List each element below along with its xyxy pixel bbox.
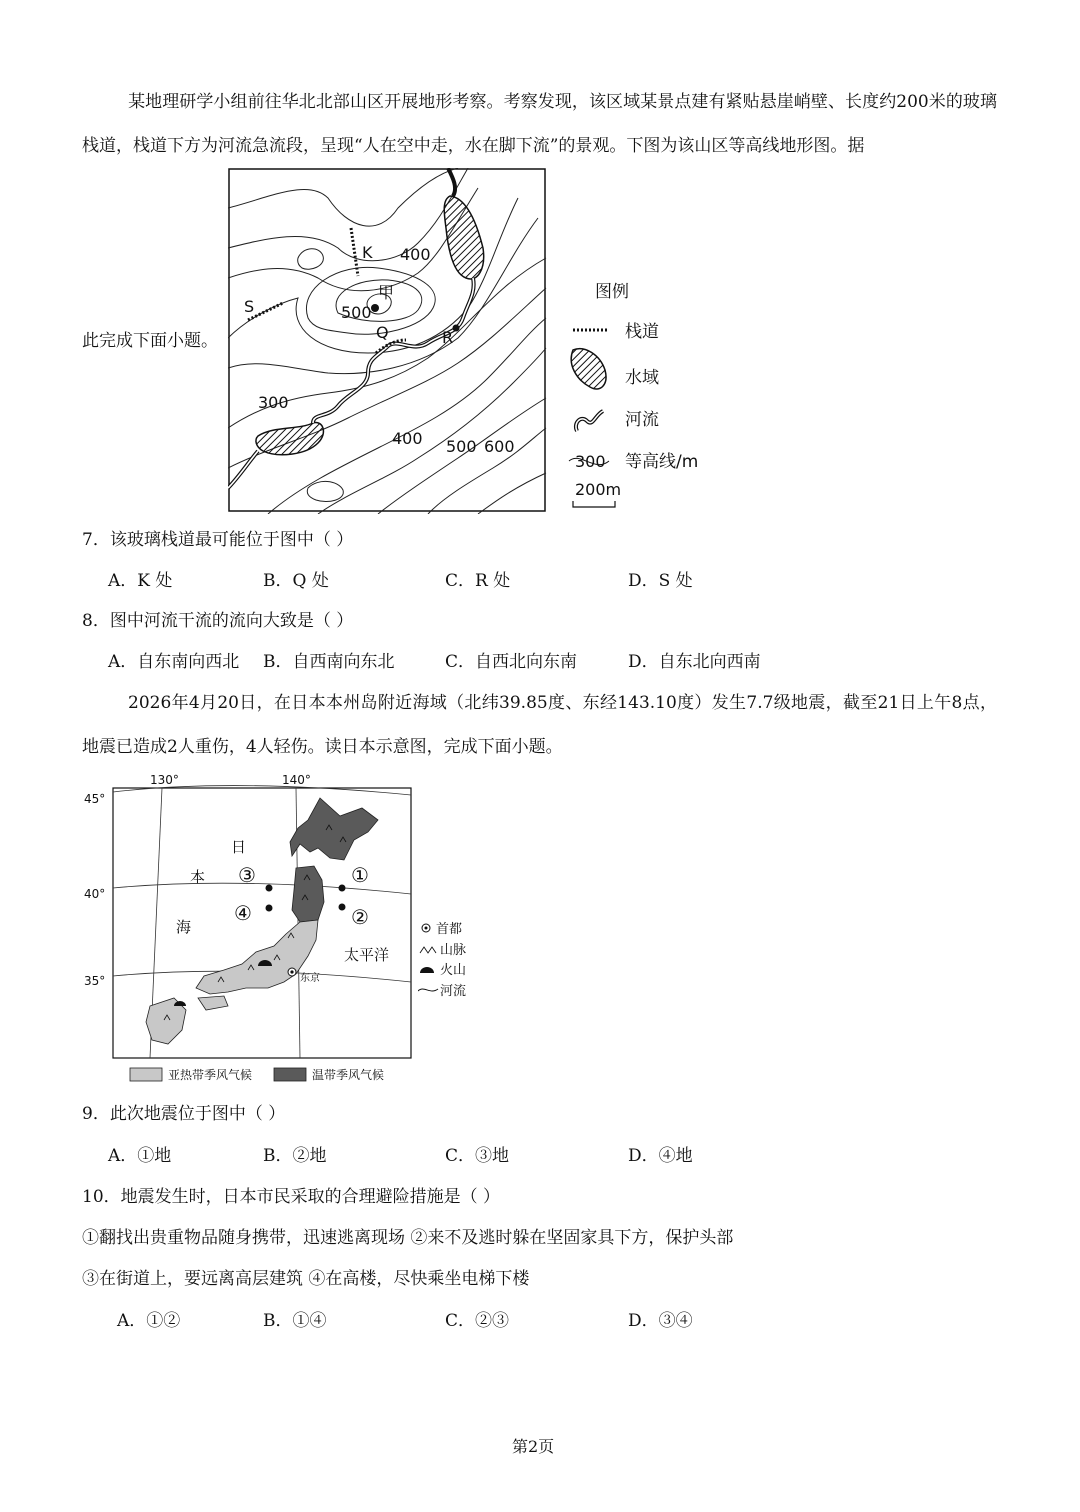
contour-500-a: 500 (341, 303, 372, 322)
lat-35: 35° (84, 974, 106, 988)
passage-2-text: 2026年4月20日，在日本本州岛附近海域（北纬39.85度、东经143.10度）发生7.7级地震，截至21日上午8点，地震已造成2人重伤，4人轻伤。读日本示意图，完成下面小题。 (82, 693, 997, 757)
legend-mountain: 山脉 (440, 943, 467, 958)
sea-label-1: 日 (231, 838, 247, 856)
contour-300: 300 (258, 393, 289, 412)
label-jia: 甲 (378, 283, 395, 302)
japan-map (78, 770, 418, 1088)
lat-45: 45° (84, 792, 106, 806)
q10-option-c[interactable]: C．②③ (445, 1311, 510, 1331)
legend-capital: 首都 (436, 922, 463, 937)
lon-140: 140° (282, 773, 311, 787)
legend-river: 河流 (625, 410, 659, 430)
q10-option-d[interactable]: D．③④ (628, 1311, 693, 1331)
point-jia (371, 304, 379, 312)
q10-option-a[interactable]: A．①② (117, 1311, 181, 1331)
marker-3: ③ (238, 863, 256, 887)
legend-subtropical: 亚热带季风气候 (168, 1068, 253, 1082)
legend-walkway: 栈道 (625, 322, 659, 342)
passage-1 (82, 80, 997, 168)
q9-option-d[interactable]: D．④地 (628, 1146, 693, 1166)
legend-scale: 200m (575, 480, 622, 499)
marker-4: ④ (234, 901, 252, 925)
legend-water: 水域 (625, 368, 659, 388)
q7-option-c[interactable]: C．R 处 (445, 571, 511, 591)
passage-2 (82, 681, 997, 769)
topographic-map (228, 168, 548, 514)
marker-1: ① (351, 863, 369, 887)
page-number: 第2页 (512, 1437, 555, 1456)
legend-title: 图例 (595, 282, 629, 302)
q9-option-c[interactable]: C．③地 (445, 1146, 510, 1166)
label-s: S (244, 297, 255, 316)
label-k: K (362, 243, 373, 262)
q7-option-a[interactable]: A．K 处 (108, 571, 173, 591)
lat-40: 40° (84, 887, 106, 901)
q9-option-b[interactable]: B．②地 (263, 1146, 327, 1166)
legend-contour-sample: 300 (575, 452, 606, 471)
q8-stem: 8．图中河流干流的流向大致是（ ） (82, 611, 354, 631)
q9-option-a[interactable]: A．①地 (108, 1146, 172, 1166)
japan-legend (418, 915, 488, 1003)
capital-label: 东京 (300, 973, 320, 984)
q9-stem: 9．此次地震位于图中（ ） (82, 1104, 286, 1124)
contour-600: 600 (484, 437, 515, 456)
contour-400-b: 400 (392, 429, 423, 448)
legend-map-river: 河流 (440, 984, 467, 999)
contour-500-b: 500 (446, 437, 477, 456)
passage-1-text: 某地理研学小组前往华北北部山区开展地形考察。考察发现，该区域某景点建有紧贴悬崖峭壁、长度约200米的玻璃栈道，栈道下方为河流急流段，呈现“人在空中走，水在脚下流”的景观。下图为该山区等高线地形图。据 (82, 92, 997, 156)
q7-option-b[interactable]: B．Q 处 (263, 571, 329, 591)
sea-label-2: 本 (190, 868, 206, 886)
topo-legend (565, 275, 715, 510)
lon-130: 130° (150, 773, 179, 787)
label-r: R (442, 328, 454, 347)
passage-1-tail: 此完成下面小题。 (82, 331, 218, 351)
legend-volcano: 火山 (440, 963, 467, 978)
q8-option-c[interactable]: C．自西北向东南 (445, 652, 578, 672)
q8-option-a[interactable]: A．自东南向西北 (108, 652, 240, 672)
q10-line-1: ①翻找出贵重物品随身携带，迅速逃离现场 ②来不及逃时躲在坚固家具下方，保护头部 (82, 1228, 734, 1248)
point-r (453, 325, 460, 332)
q8-option-b[interactable]: B．自西南向东北 (263, 652, 395, 672)
q10-line-2: ③在街道上，要远离高层建筑 ④在高楼，尽快乘坐电梯下楼 (82, 1269, 530, 1289)
sea-label-3: 海 (176, 918, 192, 936)
legend-temperate: 温带季风气候 (312, 1068, 385, 1082)
label-q: Q (376, 323, 389, 342)
legend-contour: 等高线/m (625, 452, 699, 472)
q7-option-d[interactable]: D．S 处 (628, 571, 693, 591)
q7-stem: 7．该玻璃栈道最可能位于图中（ ） (82, 530, 354, 550)
q8-option-d[interactable]: D．自东北向西南 (628, 652, 761, 672)
q10-option-b[interactable]: B．①④ (263, 1311, 327, 1331)
pacific-label: 太平洋 (344, 946, 390, 964)
q10-stem: 10．地震发生时，日本市民采取的合理避险措施是（ ） (82, 1187, 501, 1207)
marker-2: ② (351, 905, 369, 929)
contour-400-a: 400 (400, 245, 431, 264)
